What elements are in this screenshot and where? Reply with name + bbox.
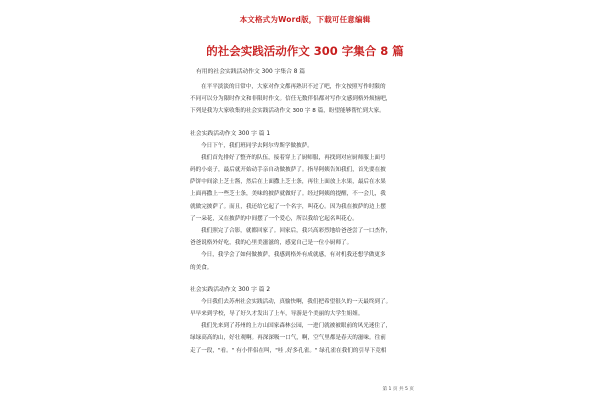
body-line: 萨饼中间涂上芝士酱，然后在上面撒上芝士条，再往上面放上水果，最后在水果 <box>190 179 386 186</box>
body-line: 今日，我学会了如何做披萨，我感到格外有成就感，有对机我还想学做更多 <box>201 252 386 259</box>
document-page <box>190 8 420 398</box>
body-line: 我们照完了合影，就都回家了。回家后，我兴高彩烈地给爸爸尝了一口杰作， <box>201 228 392 235</box>
intro-line: 在平平淡淡的日常中，大家对作文都再熟识不过了吧，作文按照写作时限的 <box>201 84 386 90</box>
body-line: 码的小桌子，最后就开始动手亲自动做披萨了。指导阿姨告知我们，首先要在披 <box>190 167 386 174</box>
body-line: 早早来到学校，导了好久才发出了上车，导游是个美丽的大学生姐姐。 <box>190 311 364 318</box>
intro-line: 下列是我为大家收集的社会实践活动作文 300 字 8 篇，盼望能够帮忙到大家。 <box>190 108 385 115</box>
body-line: 我们先来到了苏州的上方山国家森林公园，一进门就被被眼前的风光迷住了， <box>201 323 392 330</box>
section-heading-1: 社会实践活动作文 300 字 篇 1 <box>190 130 271 137</box>
intro-line: 不同可以分为限时作文和非限时作文。信任无数伴侣都对写作文感到格外烦恼吧， <box>190 96 392 103</box>
body-line: 上面再撒上一些芝士条，美味的披萨就做好了。经过阿姨的提醒，不一会儿，我 <box>190 191 386 198</box>
page-number: 第 1 页 共 5 页 <box>382 387 414 392</box>
subtitle: 有用的社会实践活动作文 300 字集合 8 篇 <box>196 69 306 75</box>
section-1-body <box>190 140 420 274</box>
page-title: 的社会实践活动作文 300 字集合 8 篇 <box>206 44 404 58</box>
body-line: 我们首先排好了整齐的队伍，接着穿上了厨师服，再找到对应厨师服上面号 <box>201 154 386 161</box>
body-line: 爸爸说格外好吃，我的心里美滋滋的，感觉自己是一位小厨师了。 <box>190 240 353 247</box>
body-line: 就做完披萨了。而且，我还给它起了一个名字，叫花心。因为我在披萨的边上摆 <box>190 203 386 210</box>
intro-paragraph <box>190 81 420 118</box>
body-line: 今日我们去苏州社会实践活动，真愉快啊，我们把希望很久的一天最终到了。 <box>201 298 392 305</box>
body-line: 的美食。 <box>190 264 213 271</box>
body-line: 了一朵花，又在披萨的中间摆了一个爱心，所以我给它起名叫花心。 <box>190 215 358 222</box>
body-line: 今日下午，我们班同学去阿尔卑斯学做披萨。 <box>201 142 313 149</box>
body-line: 绿绿高高的山，好壮观啊。再深深吸一口气，啊，空气里都是春天的滋味。往前 <box>190 335 386 342</box>
body-line: 走了一段，"看。" 有小伴侣在叫，"哇 ,好多孔雀。" 绿孔雀在我们的引导下竞相 <box>190 347 387 354</box>
section-2-body <box>190 296 420 357</box>
section-heading-2: 社会实践活动作文 300 字 篇 2 <box>190 286 271 293</box>
red-banner: 本文格式为Word版，下载可任意编辑 <box>239 15 371 24</box>
